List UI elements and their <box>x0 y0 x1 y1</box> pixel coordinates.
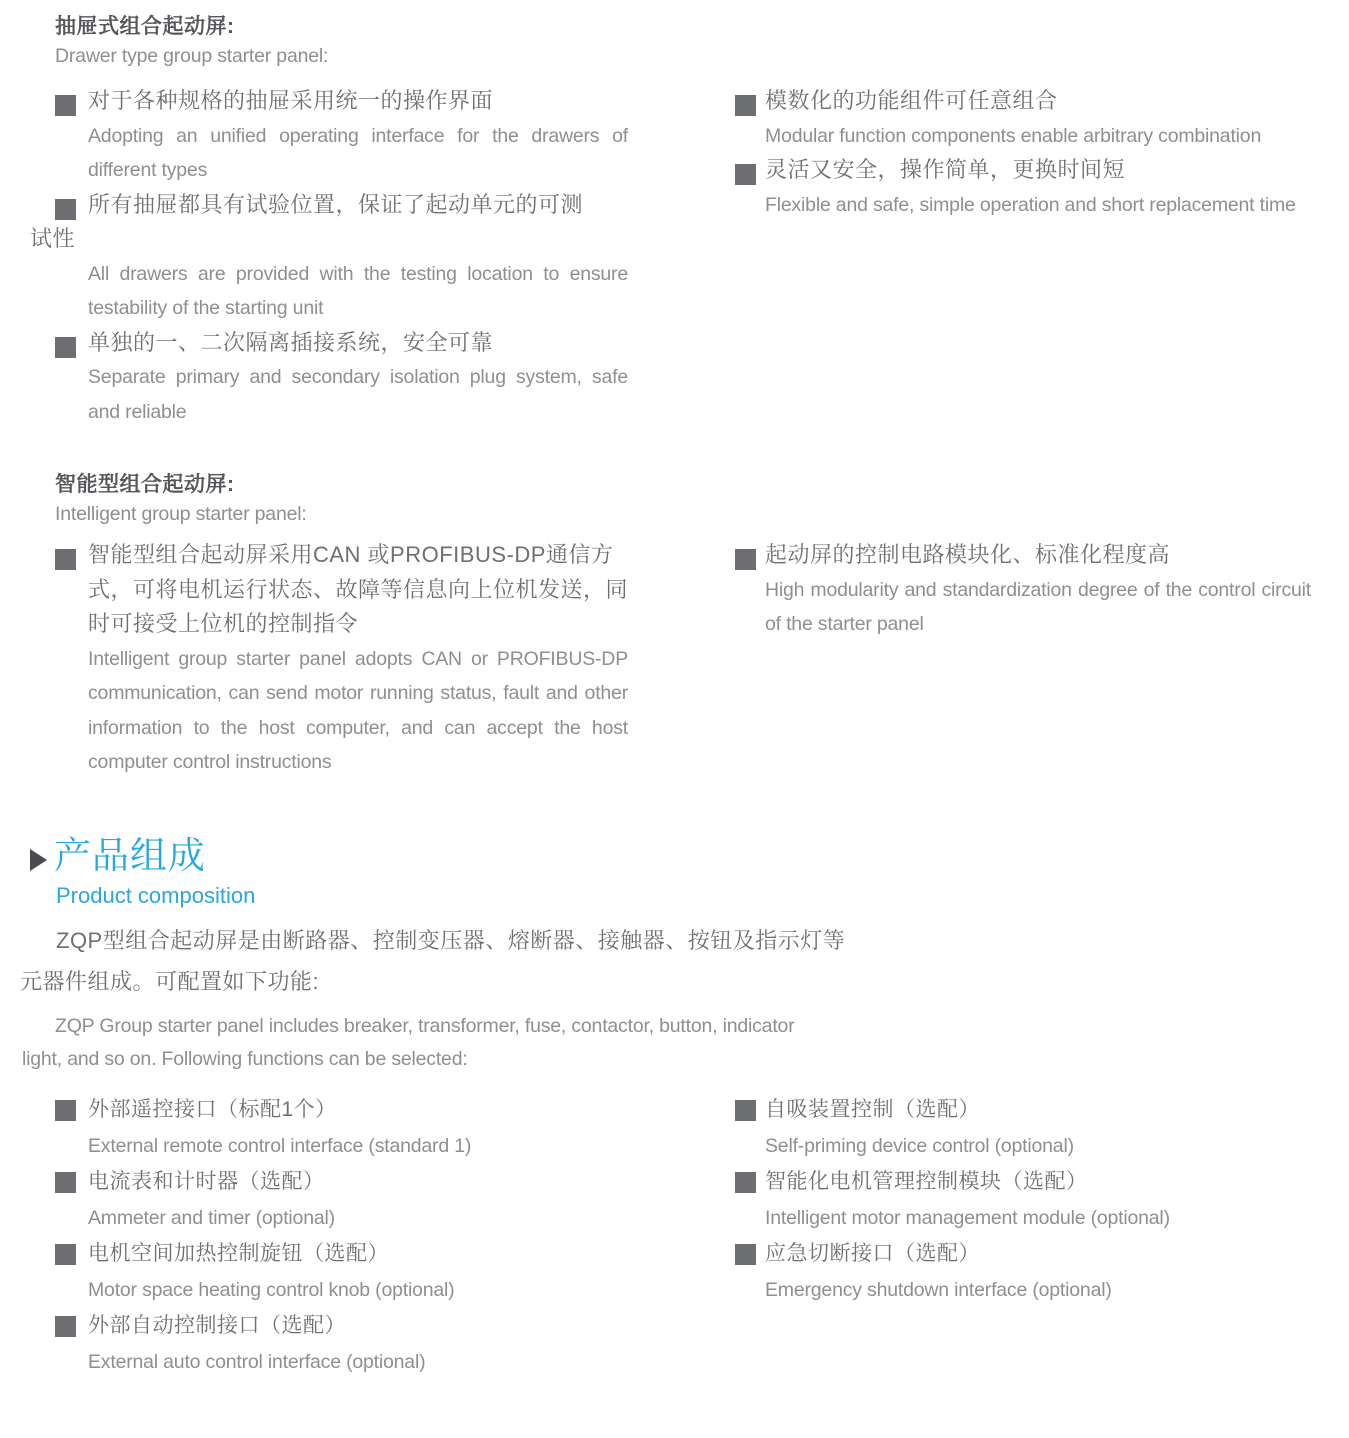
feature-item <box>735 538 1311 642</box>
bullet-square-icon <box>735 1244 756 1265</box>
option-text-zh: 电机空间加热控制旋钮（选配） <box>88 1242 389 1265</box>
drawer-section-title-en: Drawer type group starter panel: <box>55 45 329 67</box>
option-item <box>735 1092 1311 1164</box>
feature-item <box>735 84 1311 153</box>
option-text-en: Ammeter and timer (optional) <box>88 1207 335 1229</box>
feature-text-en: Intelligent group starter panel adopts CAN or PROFIBUS-DP communication, can send motor running status, fault and other information to the host computer, and can accept the host computer control instructions <box>88 647 628 773</box>
feature-text-zh: 起动屏的控制电路模块化、标准化程度高 <box>765 542 1171 567</box>
bullet-square-icon <box>55 199 76 220</box>
intelligent-section-title-zh: 智能型组合起动屏: <box>55 473 235 496</box>
drawer-left-column <box>30 84 628 429</box>
option-text-zh: 智能化电机管理控制模块（选配） <box>765 1170 1088 1193</box>
paragraph-line: ZQP Group starter panel includes breaker, transformer, fuse, contactor, button, indicator <box>55 1015 795 1037</box>
option-item <box>30 1308 628 1380</box>
feature-text-en: Separate primary and secondary isolation plug system, safe and reliable <box>88 366 628 423</box>
feature-text-zh: 单独的一、二次隔离插接系统，安全可靠 <box>88 329 494 355</box>
feature-text-en: All drawers are provided with the testing location to ensure testability of the starting unit <box>88 262 628 319</box>
bullet-square-icon <box>735 95 756 116</box>
intelligent-right-column <box>735 538 1311 642</box>
feature-text-en: Adopting an unified operating interface for the drawers of different types <box>88 124 628 181</box>
option-text-zh: 自吸装置控制（选配） <box>765 1098 980 1121</box>
option-item <box>30 1236 628 1308</box>
feature-text-zh: 灵活又安全，操作简单，更换时间短 <box>765 157 1126 182</box>
composition-title-zh: 产品组成 <box>54 835 206 876</box>
paragraph-line: 元器件组成。可配置如下功能: <box>20 969 320 994</box>
option-item <box>735 1236 1311 1308</box>
option-item <box>30 1164 628 1236</box>
intelligent-left-column <box>30 538 628 780</box>
bullet-square-icon <box>55 1172 76 1193</box>
feature-item <box>30 326 628 430</box>
option-item <box>735 1164 1311 1236</box>
bullet-square-icon <box>55 337 76 358</box>
bullet-square-icon <box>735 549 756 570</box>
option-text-en: Intelligent motor management module (optional) <box>765 1207 1170 1229</box>
composition-paragraph-en <box>22 1010 1332 1076</box>
feature-text-en: High modularity and standardization degree of the control circuit of the starter panel <box>765 578 1311 635</box>
option-text-zh: 外部遥控接口（标配1个） <box>88 1098 337 1121</box>
option-text-en: Emergency shutdown interface (optional) <box>765 1279 1112 1301</box>
composition-left-list <box>30 1092 628 1380</box>
intelligent-section-title-en: Intelligent group starter panel: <box>55 503 307 525</box>
drawer-right-column <box>735 84 1311 222</box>
bullet-square-icon <box>55 549 76 570</box>
option-text-en: External remote control interface (standard 1) <box>88 1135 472 1157</box>
option-item <box>30 1092 628 1164</box>
option-text-en: External auto control interface (optional) <box>88 1351 426 1373</box>
feature-text-en: Flexible and safe, simple operation and short replacement time <box>765 193 1296 216</box>
feature-item <box>30 538 628 780</box>
composition-title-en: Product composition <box>56 883 256 908</box>
bullet-square-icon <box>735 1172 756 1193</box>
feature-item <box>735 153 1311 222</box>
bullet-square-icon <box>735 1100 756 1121</box>
composition-right-list <box>735 1092 1311 1308</box>
feature-text-zh: 对于各种规格的抽屉采用统一的操作界面 <box>88 88 494 113</box>
composition-paragraph-zh <box>20 920 1330 1002</box>
paragraph-line: light, and so on. Following functions can be selected: <box>22 1048 468 1070</box>
option-text-zh: 外部自动控制接口（选配） <box>88 1314 346 1337</box>
bullet-square-icon <box>55 1316 76 1337</box>
option-text-zh: 电流表和计时器（选配） <box>88 1170 325 1193</box>
section-arrow-icon <box>30 849 47 871</box>
feature-text-zh: 智能型组合起动屏采用CAN 或PROFIBUS-DP通信方式，可将电机运行状态、故障等信息向上位机发送，同时可接受上位机的控制指令 <box>88 542 629 636</box>
bullet-square-icon <box>55 1100 76 1121</box>
option-text-en: Motor space heating control knob (optional) <box>88 1279 455 1301</box>
bullet-square-icon <box>55 1244 76 1265</box>
option-text-zh: 应急切断接口（选配） <box>765 1242 980 1265</box>
feature-text-zh: 所有抽屉都具有试验位置，保证了起动单元的可测试性 <box>30 191 584 251</box>
drawer-section-title-zh: 抽屉式组合起动屏: <box>55 15 235 38</box>
feature-item <box>30 188 628 326</box>
feature-text-en: Modular function components enable arbitrary combination <box>765 124 1262 147</box>
feature-text-zh: 模数化的功能组件可任意组合 <box>765 88 1058 113</box>
option-text-en: Self-priming device control (optional) <box>765 1135 1074 1157</box>
paragraph-line: ZQP型组合起动屏是由断路器、控制变压器、熔断器、接触器、按钮及指示灯等 <box>56 928 846 953</box>
bullet-square-icon <box>55 95 76 116</box>
bullet-square-icon <box>735 164 756 185</box>
feature-item <box>30 84 628 188</box>
